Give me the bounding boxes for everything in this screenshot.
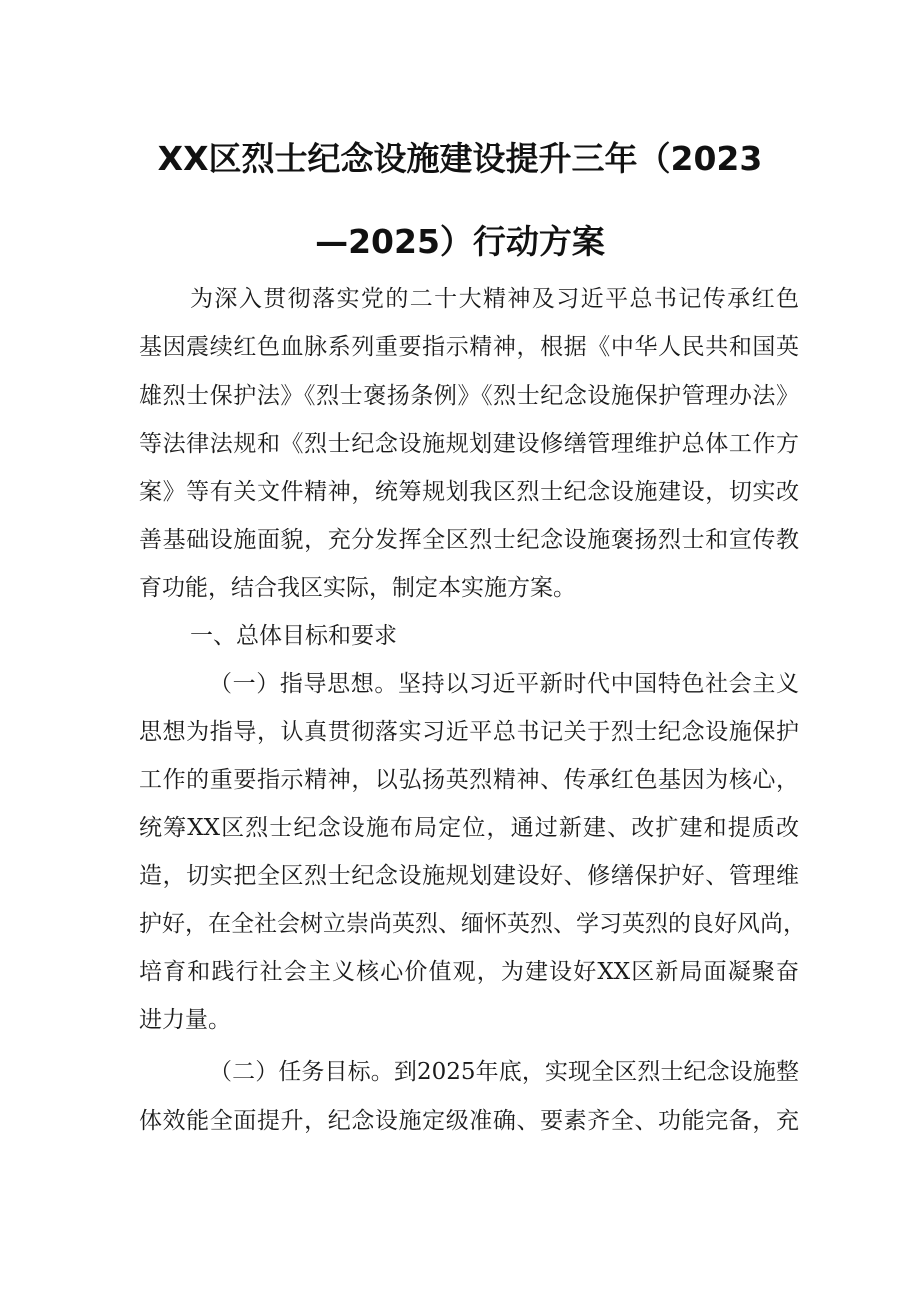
guiding-thought-line: （一）指导思想。坚持以习近平新时代中国特色社会主义	[209, 671, 799, 697]
task-goal-line: （二）任务目标。到2025年底，实现全区烈士纪念设施整	[209, 1059, 799, 1085]
task-goal-line: 体效能全面提升，纪念设施定级准确、要素齐全、功能完备，充	[139, 1108, 799, 1134]
intro-line: 案》等有关文件精神，统筹规划我区烈士纪念设施建设，切实改	[139, 479, 799, 505]
guiding-thought-line: 思想为指导，认真贯彻落实习近平总书记关于烈士纪念设施保护	[139, 719, 799, 745]
intro-line: 为深入贯彻落实党的二十大精神及习近平总书记传承红色	[190, 286, 799, 312]
guiding-thought-line: 统筹XX区烈士纪念设施布局定位，通过新建、改扩建和提质改	[139, 815, 799, 841]
guiding-thought-line: 培育和践行社会主义核心价值观，为建设好XX区新局面凝聚奋	[139, 959, 799, 985]
guiding-thought-line: 进力量。	[139, 1007, 231, 1033]
intro-line: 善基础设施面貌，充分发挥全区烈士纪念设施褒扬烈士和宣传教	[139, 527, 799, 553]
document-title-line-1: XX区烈士纪念设施建设提升三年（2023	[157, 139, 763, 178]
document-title-line-2: —2025）行动方案	[315, 222, 605, 261]
intro-line: 基因震续红色血脉系列重要指示精神，根据《中华人民共和国英	[139, 334, 799, 360]
guiding-thought-line: 造，切实把全区烈士纪念设施规划建设好、修缮保护好、管理维	[139, 863, 799, 889]
intro-line: 育功能，结合我区实际，制定本实施方案。	[139, 575, 576, 601]
intro-line: 等法律法规和《烈士纪念设施规划建设修缮管理维护总体工作方	[139, 431, 799, 457]
section-heading: 一、总体目标和要求	[190, 623, 397, 649]
guiding-thought-line: 护好，在全社会树立崇尚英烈、缅怀英烈、学习英烈的良好风尚，	[139, 911, 806, 937]
intro-line: 雄烈士保护法》《烈士褒扬条例》《烈士纪念设施保护管理办法》	[139, 383, 799, 409]
guiding-thought-line: 工作的重要指示精神，以弘扬英烈精神、传承红色基因为核心，	[139, 767, 799, 793]
